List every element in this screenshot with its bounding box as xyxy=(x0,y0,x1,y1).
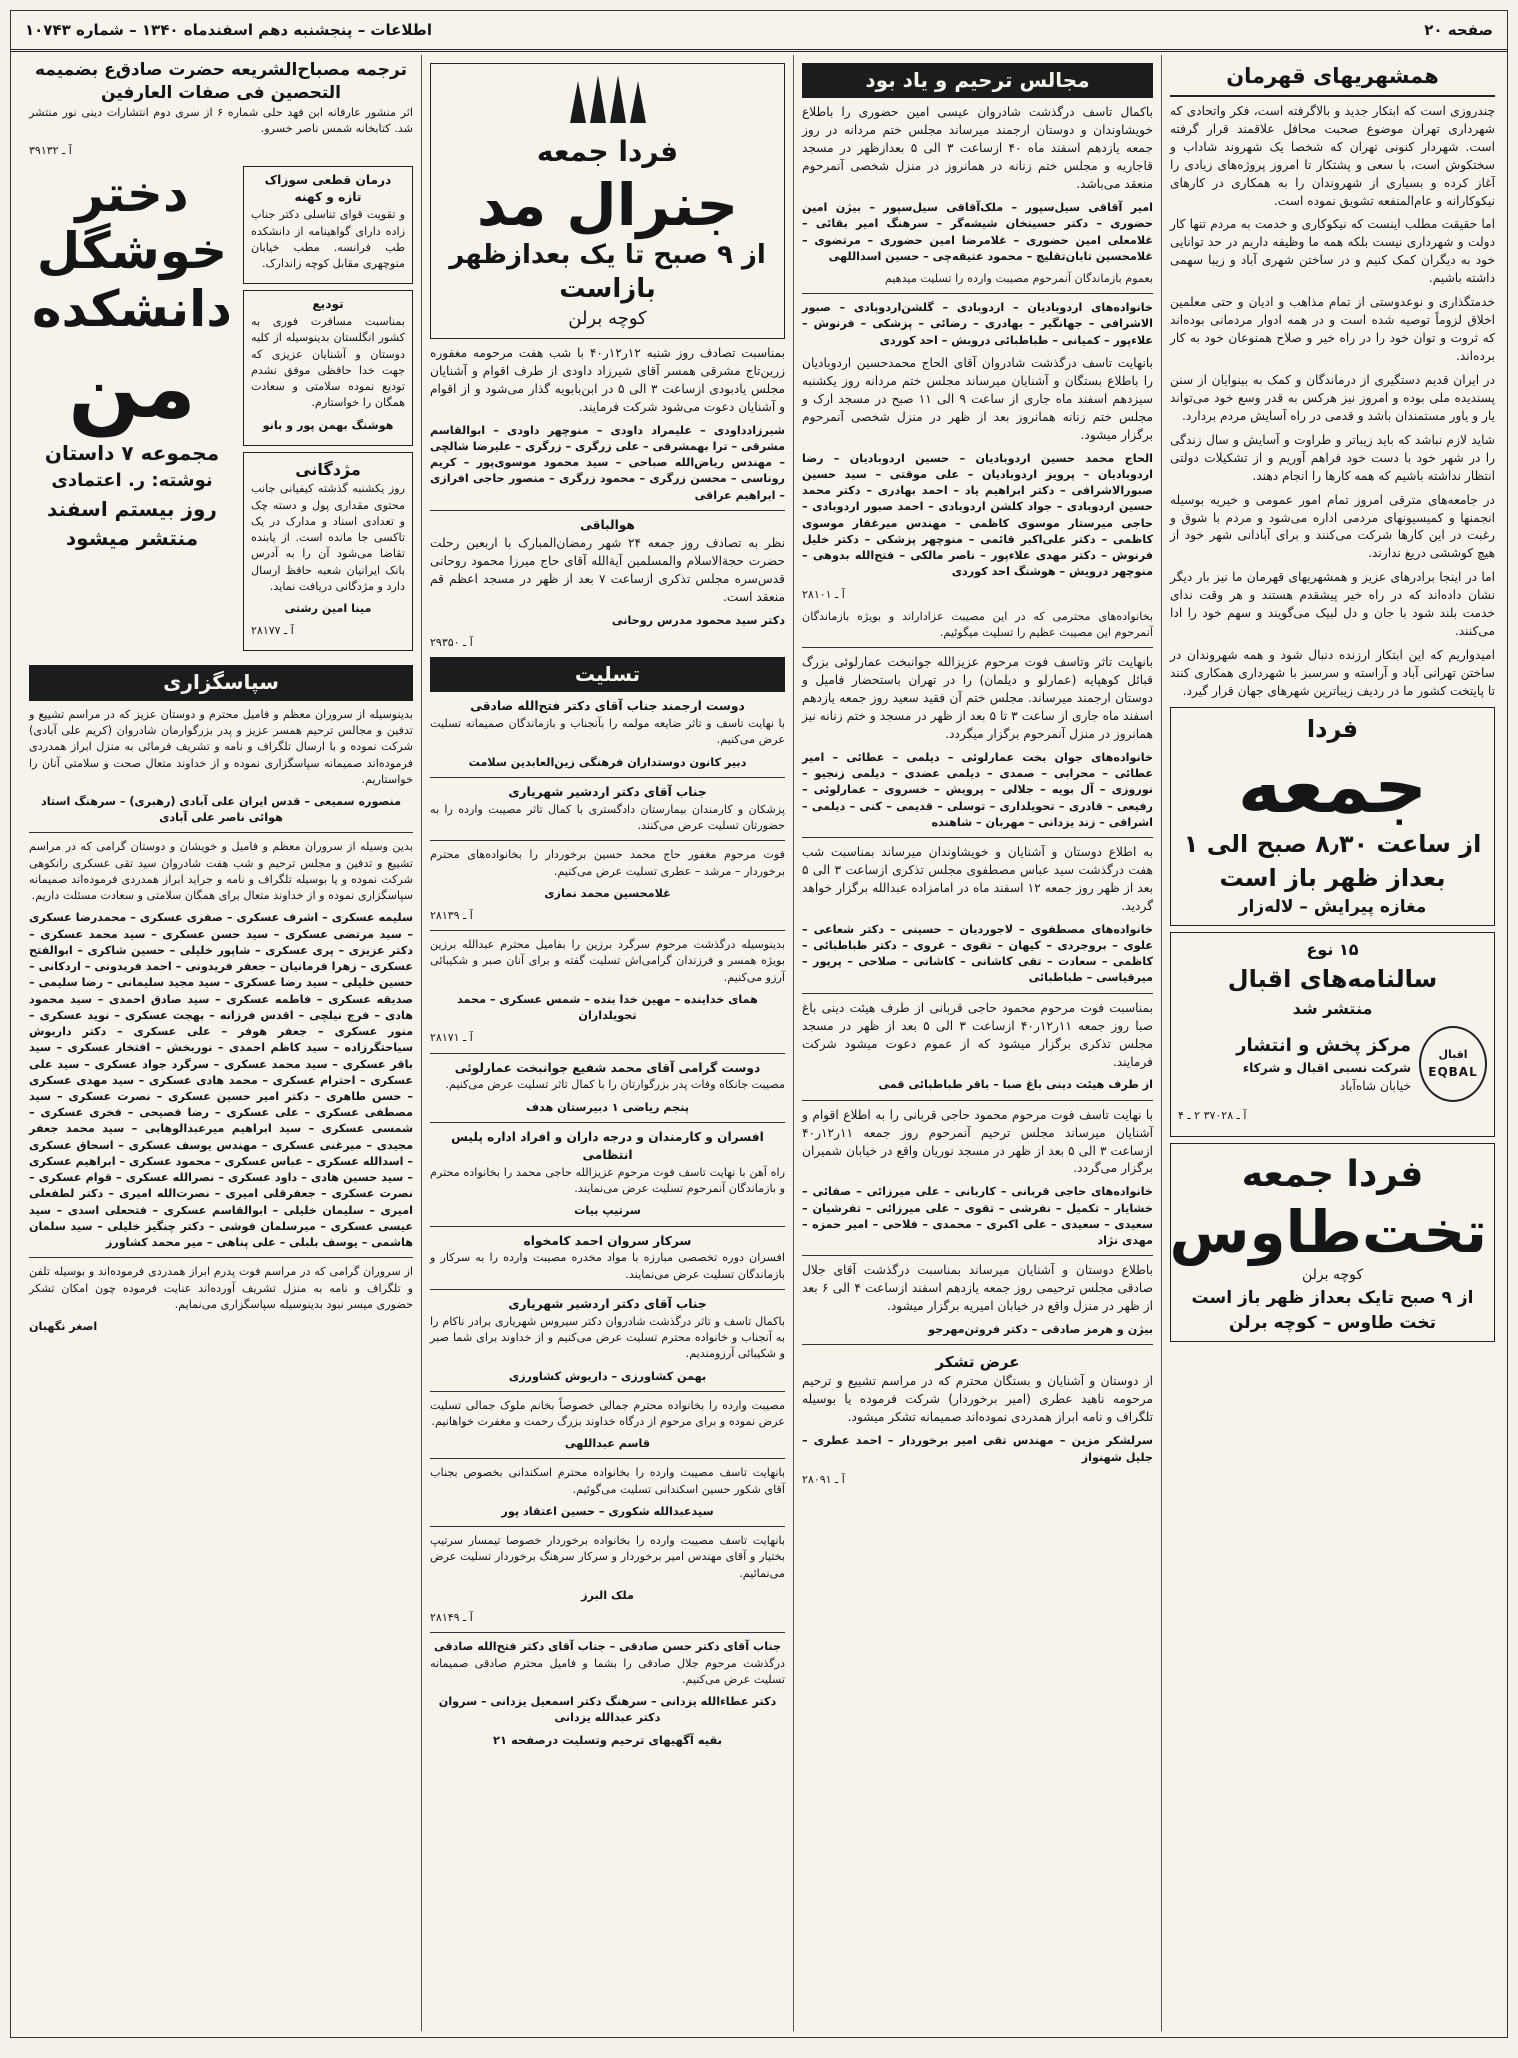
notice-text: باطلاع دوستان و آشنایان میرساند بمناسبت درگذشت آقای جلال صادقی مجلس ترحیمی روز جمعه یازدهم اسفند ازساعت ۴ الی ۶ بعد از ظهر در منزل واقع در خیابان امیریه برگزار میشود. xyxy=(802,1263,1153,1314)
editorial-paragraph: شاید لازم نباشد که باید زیباتر و طراوت و آسایش و سال زندگی را در شهر خود با دست خود فراهم آوریم و از تشکیلات دولتی انتظار نداشته باشیم که همه کارها را انجام دهند. xyxy=(1170,432,1495,483)
notice-text: باکمال تاسف درگذشت شادروان عیسی امین حضوری را باطلاع خویشاوندان و دوستان ارجمند میرساند مجلس ختم مردانه در روز جمعه یازدهم اسفند ماه ۴۰ ازساعت ۳ الی ۵ بعدازظهر در مسجد قاجاریه و مجلس ختم زنانه در همانروز در منزل شخصی آنمرحوم منعقد می‌باشد. xyxy=(802,105,1153,192)
condolence-text: راه آهن با نهایت تاسف فوت مرحوم عزیزالله حاجی محمد را بخانواده محترم و بازماندگان آنمرحوم تسلیت عرض می‌نمایند. xyxy=(430,1165,785,1196)
notice-code: آ ـ ۲۸۰۹۱ xyxy=(802,1472,845,1486)
ad-afternoon: بعداز ظهر باز است xyxy=(1219,863,1446,892)
condolence-signature: بهمن کشاورزی – داریوش کشاورزی xyxy=(508,1369,707,1383)
page-number: صفحه ۲۰ xyxy=(1424,21,1493,39)
editorial-paragraph: چندروزی است که ابتکار جدید و بالاگرفته است، فکر واتحادی که شهرداری تهران موضوع صحبت محافل علاقمند قرار گرفته است. شهردار کنونی تهران که شخصا یک شهروند شاداب و سختکوش است، با سعی و پشتکار تا امروز پروژه‌های زیادی را آغاز کرده و بسیاری از شهروندان را به همکاری در کارهای نیکوکارانه و عام‌المنفعه تشویق نموده است. xyxy=(1170,103,1495,208)
condolence-heading: تسلیت xyxy=(430,657,785,692)
notice-text: بخانواده‌های محترمی که در این مصیبت عزاداراند و بویژه بازماندگان آنمرحوم این مصیبت عظیم را تسلیت میگوئیم. xyxy=(802,609,1153,639)
novel-collection: مجموعه ۷ داستان xyxy=(44,440,220,465)
notice-text: بمناسبت فوت مرحوم محمود حاجی قربانی از طرف هیئت دینی باغ صبا روز جمعه ۱۱ر۱۲ر۴۰ ازساعت ۳ الی ۵ بعد از ظهر در مسجد مجلس تذکری برگزار میشود که از عموم دعوت میشود شرکت فرمایند. xyxy=(802,1000,1154,1069)
notice-signature: بیژن و هرمز صادقی – دکتر فروتن‌مهرجو xyxy=(928,1323,1153,1337)
condolence-text: مصیبت جانکاه وفات پدر بزرگوارتان را با کمال تاثر تسلیت عرض می‌کنیم. xyxy=(445,1078,785,1092)
thanks-text: از سروران گرامی که در مراسم فوت پدرم ابراز همدردی فرموده‌اند و بوسیله تلفن و تلگراف و نامه به منزل تشریف آورده‌اند عنایت فرموده چون امکان تشکر حضوری میسر نبود بدینوسیله سپاسگزاری می‌نمایم. xyxy=(29,1265,413,1311)
reward-notice xyxy=(243,452,413,652)
notice-signature: از طرف هیئت دینی باغ صبا – باقر طباطبائی قمی xyxy=(878,1078,1153,1092)
ad-store-name: جنرال مد xyxy=(476,171,739,240)
condolence-text: فوت مرحوم مغفور حاج محمد حسین برخوردار را بخانواده‌های محترم برخوردار – مرشد – عطری تسلیت عرض می‌کنیم. xyxy=(430,848,785,878)
condolence-text: مصیبت وارده را بخانواده محترم جمالی خصوصاً بخانم ملوک جمالی تسلیت عرض نموده و برای مرحوم از درگاه خداوند بزرگ رحمت و مغفرت خواهانیم. xyxy=(430,1398,785,1429)
almanac-count: ۱۵ نوع xyxy=(1306,940,1359,960)
notice-code: آ ـ ۲۸۱۷۷ xyxy=(251,624,294,638)
editorial-paragraph: خدمتگذاری و نوعدوستی از تمام مذاهب و ادیان و حتی معلمین اخلاق لزوماً توصیه شده است و در همه ادوار مردمانی بوده‌اند که ثروت و توان خود را در راه خیر و صلاح همنوعان خود به کار برده‌اند. xyxy=(1170,295,1495,364)
publisher-address: خیابان شاه‌آباد xyxy=(1339,1078,1411,1093)
editorial-paragraph: امیدواریم که این ابتکار ارزنده دنبال شود و همه شهروندان در ساختن تهرانی آباد و آراسته و سرسبز با شهرداری همکاری کنند تا پایتخت کشور ما در ردیف زیباترین شهرهای جهان قرار گیرد. xyxy=(1170,648,1495,698)
notice-signature: سرلشکر مزین – مهندس تقی امیر برخوردار – احمد عطری – جلیل شهنواز xyxy=(802,1434,1153,1464)
eqbal-logo-icon xyxy=(1419,1026,1487,1102)
ad-code: آ ـ ۳۷۰۲۸ ۲ ـ ۴ xyxy=(1178,1109,1247,1123)
column-condolences xyxy=(421,55,793,2031)
almanac-title: سالنامه‌های اقبال xyxy=(1227,964,1438,993)
condolence-signature: دکتر عطاءالله یزدانی – سرهنگ دکتر اسمعیل یزدانی – سروان دکتر عبدالله یزدانی xyxy=(438,1694,777,1725)
condolence-title: دوست گرامی آقای محمد شفیع جوانبخت عمارلوئی xyxy=(454,1060,761,1075)
trees-icon xyxy=(438,73,777,127)
notice-text: بانهایت تاسف درگذشت شادروان آقای الحاج محمدحسین اردوبادیان را باطلاع بستگان و آشنایان میرساند مجلس ختم مردانه روز یکشنبه سیزدهم اسفند ماه جاری از ساعت ۹ الی ۱۱ صبح در مسجد ارک و مجلس ختم زنانه همانروز بعد از ظهر در منزل شخصی آنمرحوم برگزار میشود. xyxy=(802,355,1153,442)
thanks-title: عرض تشکر xyxy=(935,1353,1020,1372)
book-ad-title: ترجمه مصباح‌الشریعه حضرت صادق‌ع بضمیمه التحصین فی صفات العارفین xyxy=(35,60,407,103)
ad-eqbal-almanac xyxy=(1170,932,1495,1136)
ad-hours: از ۹ صبح تایک بعداز ظهر باز است xyxy=(1191,1287,1474,1308)
condolence-signature: ملک البرز xyxy=(581,1588,634,1602)
condolence-text: بانهایت تاسف مصیبت وارده را بخانواده محترم اسکندانی بخصوص بجناب آقای شکور حسین اسکندانی تسلیت می‌گوئیم. xyxy=(430,1466,785,1496)
condolence-signature: غلامحسین محمد نمازی xyxy=(544,886,671,900)
condolence-signature: قاسم عبداللهی xyxy=(564,1437,651,1451)
trees-graphic xyxy=(560,73,656,127)
condolence-text: بدینوسیله درگذشت مرحوم سرگرد برزین را بفامیل محترم عبدالله برزین بویژه همسر و فرزندان گرامی‌اش تسلیت گفته و برای آنان صبر و شکیبائی آرزو می‌کنیم. xyxy=(430,938,785,984)
ad-street: کوچه برلن xyxy=(568,308,647,330)
thanks-names: سلیمه عسکری – اشرف عسکری – صفری عسکری – محمدرضا عسکری – سید مرتضی عسکری – سید حسن عسکری – سید محمد عسکری – دکتر عزیزی – پری عسکری – شاپور خلیلی – حسین شاکری – ابوالفتح عسکری – زهرا فرمانیان – جعفر فریدونی – احمد فریدونی – اردکانی – حسین‌ خلیلی – سید رضا عسکری – سید مجید سلیمانی – رضا سلیمی – صدیقه عسکری – فاطمه عسکری – سید صادق احمدی – سید محمود هادی – فرج نیلچی – اقدس فرزانه – بهجت عسکری – نوید عسکری – منور عسکری – جعفر هوفر – علی عسکری – دکتر داریوش سیاحتگرزاده – سید کاظم احمدی – نوربخش – افتخار عسکری – سید باقر عسکری – سید محمد عسکری – سرگرد جواد عسکری – سید علی عسکری – احترام عسکری – محمد هادی عسکری – سید مهدی عسکری – حسن طاهری – دکتر امیر حسین عسکری – نصرت عسکری – سید مصطفی عسکری – علی عسکری – رضا فصیحی – فخری عسکری – شمسی عسکری – سید ابراهیم میرعبدالوهابی – سید محمد جعفر مجیدی – میرغنی عسکری – مهندس یوسف عسکری – اسحاق عسکری – اسدالله عسکری – عباس عسکری – محمود عسکری – ابراهیم عسکری – سید حسین هادی – داود عسکری – نصرالله عسکری – قوام عسکری – نصرت عسکری – جعفرقلی امیری – نصرت‌الله امیری – دکتر لطفعلی امیری – سلیمان خلیلی – ابوالقاسم عسکری – فتحعلی اسدی – سید عیسی عسکری – میرسلمان فوشی – دکتر چنگیز خلیلی – سید سلمان هاشمی – یوسف بلبلی – علی پناهی – میر محمد کشاورز xyxy=(29,911,413,1250)
column-memorials xyxy=(793,55,1161,2031)
novel-title-me: من xyxy=(68,339,196,437)
condolence-text: افسران دوره تخصصی مبارزه با مواد مخدره مصیبت وارده را به سرکار و بازماندگان تسلیت عرض می‌نمایند. xyxy=(430,1251,785,1281)
ad-address: تخت طاوس – کوچه برلن xyxy=(1229,1312,1436,1333)
notice-code: آ ـ ۲۸۱۴۹ xyxy=(430,1611,473,1625)
notice-names: شیرزادداودی – علیمراد داودی – منوچهر داودی – ابوالقاسم مشرقی – ترا بهمشرقی – علی زرگری – زرگری – علیرضا شالچی – مهندس ریاض‌الله صباحی – سید محمود موسوی‌پور – کریم روناسی – محسن زرگری – محمود زرگری – منصور حاجی افرازی – ابراهیم عراقی xyxy=(430,423,785,502)
farewell-signature: هوشنگ بهمن پور و بانو xyxy=(262,418,394,432)
ad-top: فردا xyxy=(1306,714,1359,743)
notice-names: الحاج محمد حسین اردوبادیان – حسین اردوبادیان – رضا اردوبادیان – پرویز اردوبادیان – علی موقتی – سید حسین صبورالاشرافی – دکتر ابراهیم یاد – احمد بهادری – دکتر محمد حسین اردوبادی – جواد کلشن اردوبادی – احمد صبور اردوبادی – حاجی میرستار موسوی کاظمی – مهندس میرغفار موسوی کاظمی – دکتر علی‌اکبر قائمی – منوچهر پزشکی – دکتر خلیل فرنوش – دکتر مهدی علاءپور – ناصر مالکی – فتح‌الله بدوهی – منوچهر درویش – هوشنگ احد کوردی xyxy=(802,451,1153,579)
clinic-title: درمان قطعی سوزاک تازه و کهنه xyxy=(264,172,392,205)
notice-code: آ ـ ۲۸۱۰۱ xyxy=(802,587,845,601)
novel-author: نوشته: ر. اعتمادی xyxy=(51,470,213,492)
notice-heading: هوالباقی xyxy=(580,517,635,532)
ad-shop: مغازه پیرایش – لاله‌زار xyxy=(1238,897,1427,918)
notice-families: خانواده‌های اردوبادیان – اردوبادی – گلشن‌اردوبادی – صبور الاشرافی – جهانگیر – بهادری – رضائی – پزشکی – فرنوش – علاءپور – کمیانی – طباطبائی دروبش – احد کوردی xyxy=(802,301,1153,347)
condolence-title: جناب آقای دکتر اردشیر شهریاری xyxy=(508,784,707,799)
editorial-paragraph: اما حقیقت مطلب اینست که نیکوکاری و خدمت به مردم تنها کار دولت و شهرداری نیست بلکه همه ما وظیفه داریم در حد توانایی خود به دیگران کمک کنیم و در ساختن شهری آباد و زیبا سهمی داشته باشیم. xyxy=(1170,217,1495,286)
novel-title: دختر خوشگل دانشکده xyxy=(32,164,232,338)
continued-note: بقیه آگهیهای ترحیم وتسلیت درصفحه ۲۱ xyxy=(492,1733,723,1748)
notice-names: خانواده‌های مصطفوی – لاجوردیان – حسینی – دکتر شعاعی – علوی – بروجردی – کیهان – تقوی – غروی – دکتر طباطبائی – کاظمی – سعادت – تقی کاشانی – کاشانی – صلاحی – پرپور – میرقیاسی – طباطبائی xyxy=(802,922,1153,985)
notice-text: نظر به تصادف روز جمعه ۲۴ شهر رمضان‌المبارک با اربعین رحلت حضرت حجةالاسلام والمسلمین آیةالله آقای حاج میرزا محمود روحانی قدس‌سره مجلس تذکری ازساعت ۷ بعد از ظهر در مسجد اعظم قم منعقد است. xyxy=(430,535,785,604)
clinic-text: و تقویت قوای تناسلی دکتر جناب زاده دارای گواهینامه از دانشکده طب فرانسه. مطب خیابان منوچهری مقابل کوچه زاندارک. xyxy=(251,208,405,271)
thanks-signature: اصغر نگهبان xyxy=(29,1320,98,1334)
thanks-text: بدین وسیله از سروران معظم و فامیل و خویشان و دوستان گرامی که در مراسم تشییع و تدفین و مجلس ترحیم و شب هفت شادروان سید تقی عسکری رانکوهی شرکت نموده و یا بوسیله تلگراف و نامه و جراید ابراز همدردی فرموده‌اند صمیمانه سپاسگزاری نموده و از خداوند متعال برای همگان سلامتی و سعادت مسئلت داریم. xyxy=(29,840,413,903)
ad-friday-shop xyxy=(1170,707,1495,926)
editorial-paragraph: اما در اینجا برادرهای عزیز و همشهریهای قهرمان ما نیز بار دیگر نشان داده‌اند که در راه خیر پیشقدم هستند و هر وقت ندای خدمت بلند شود با جان و دل لبیک می‌گویند و سهم خود را ادا می‌کنند. xyxy=(1170,570,1495,639)
notice-code: آ ـ ۲۸۱۷۱ xyxy=(430,1031,473,1045)
publisher-name: شرکت نسبی اقبال و شرکاء xyxy=(1242,1060,1411,1075)
notice-text: بمناسبت تصادف روز شنبه ۱۲ر۱۲ر۴۰ با شب هفت مرحومه مغفوره زرین‌تاج مشرقی همسر آقای شیرزاد داودی از طرف اقوام و آشنایان مجلس یادبودی ازساعت ۳ الی ۵ در ابن‌بابویه گذار می‌شود و از اقوام و آشنایان دعوت می‌شود شرکت فرمایند. xyxy=(430,345,785,414)
condolence-title: جناب آقای دکتر اردشیر شهریاری xyxy=(508,1296,707,1311)
distribution-label: مرکز پخش و انتشار xyxy=(1236,1035,1411,1057)
notice-code: آ ـ ۳۹۱۳۲ xyxy=(29,144,72,158)
memorials-heading: مجالس ترحیم و یاد بود xyxy=(802,63,1153,98)
ad-top: فردا جمعه xyxy=(536,135,679,168)
editorial-title: همشهریهای قهرمان xyxy=(1170,61,1495,97)
condolence-signature: همای خداینده – مهین خدا بنده – شمس عسکری – محمد تحویلداران xyxy=(457,992,758,1023)
masthead-date: اطلاعات – پنجشنبه دهم اسفندماه ۱۳۴۰ – شماره ۱۰۷۴۳ xyxy=(25,21,433,39)
condolence-text: پزشکان و کارمندان بیمارستان دادگستری با کمال تاثر مصیبت وارده را به حضورتان تسلیت عرض می‌کنند. xyxy=(430,802,785,833)
ad-hours: از ساعت ۸٫۳۰ صبح الی ۱ xyxy=(1183,829,1482,858)
reward-title: مژدگانی xyxy=(295,459,361,479)
notice-text: به اطلاع دوستان و آشنایان و خویشاوندان میرساند بمناسبت شب هفت درگذشت سید عباس مصطفوی مجلس تذکری ازساعت ۳ الی ۵ بعد از ظهر روز جمعه ۱۲ اسفند ماه در امامزاده عبدالله برگزار خواهد گردید. xyxy=(802,845,1153,913)
notice-names: امیر آقاقی سیل‌سپور – ملک‌آقاقی سیل‌سپور – بیژن امین حضوری – دکتر حسینخان شیشه‌گر – سرهنگ امیر بقائی – غلامعلی امین حضوری – غلامرضا امین حضوری – مرتضوی – غلامحسین تابان‌تقلیچ – محمود عتیقه‌چی – حسین اسداللهی xyxy=(802,201,1153,263)
logo-text-en: EQBAL xyxy=(1428,1064,1478,1079)
notice-code: آ ـ ۲۹۳۵۰ xyxy=(430,635,473,649)
ad-street: کوچه برلن xyxy=(1301,1267,1364,1284)
novel-publish: منتشر میشود xyxy=(65,526,199,551)
condolence-title: سرکار سروان احمد کامخواه xyxy=(523,1233,692,1248)
condolence-title: دوست ارجمند جناب آقای دکتر فتح‌الله صادقی xyxy=(470,699,745,714)
logo-text-fa: اقبال xyxy=(1438,1048,1468,1062)
almanac-status: منتشر شد xyxy=(1292,998,1373,1018)
notice-text: از دوستان و آشنایان و بستگان محترم که در مراسم تشییع و ترحیم مرحومه ناهید عطری (امیر برخوردار) شرکت فرموده یا بوسیله تلگراف و نامه ابراز همدردی نموده‌اند صمیمانه تشکر میشود. xyxy=(802,1374,1153,1425)
thanks-heading: سپاسگزاری xyxy=(29,665,413,700)
notice-text: با نهایت تاسف فوت مرحوم محمود حاجی قربانی را به اطلاع اقوام و آشنایان میرساند مجلس ترحیم آنمرحوم روز جمعه ۱۱ر۱۲ر۴۰ ازساعت ۳ الی ۵ بعد از ظهر در مسجد نوریان واقع در خیابان شمیران برگزار می‌گردد. xyxy=(802,1107,1153,1176)
ad-day: جمعه xyxy=(1237,743,1428,830)
condolence-signature: سرتیپ بیات xyxy=(574,1204,641,1218)
farewell-notice xyxy=(243,290,413,446)
condolence-signature: سیدعبدالله شکوری – حسین اعتقاد پور xyxy=(501,1504,714,1518)
ad-takht-tavoos xyxy=(1170,1143,1495,1342)
condolence-signature: دبیر کانون دوستداران فرهنگی زین‌العابدین سلامت xyxy=(468,755,747,769)
condolence-text: باکمال تاسف و تاثر درگذشت شادروان دکتر سیروس شهریاری برادر ناکام را به آنجناب و خانواده محترم تسلیت عرض می‌کنیم و از خداوند برای شما صبر و شکیبائی آرزومندیم. xyxy=(430,1314,785,1361)
notice-signature: دکتر سید محمود مدرس روحانی xyxy=(611,613,785,627)
condolence-title: افسران و کارمندان و درجه داران و افراد اداره پلیس انتظامی xyxy=(451,1129,764,1162)
farewell-text: بمناسبت مسافرت فوری به کشور انگلستان بدینوسیله از کلیه دوستان و آشنایان عزیزی که جهت خدا حافظی موفق نشدم تودیع نموده سلامتی و سعادت همگان را خواستارم. xyxy=(251,315,405,410)
ad-general-mod xyxy=(430,63,785,339)
ad-hours: از ۹ صبح تا یک بعدازظهر بازاست xyxy=(449,239,766,304)
ad-top: فردا جمعه xyxy=(1241,1153,1424,1195)
ad-store-name: تخت‌طاوس xyxy=(1169,1198,1487,1267)
notice-names: خانواده‌های جوان بخت عمارلوئی – دیلمی – عطائی – امیر عطائی – محرابی – صمدی – دیلمی عضدی – دیلمی زنجیو – نوروزی – آل بویه – جلالی – پرویش – خسروی – عمارلوئی – رفیعی – قادری – تحویلداری – توسلی – قدیمی – کنی – دیلمی – اشرافی – زند یزدانی – مهربان – شاهنده xyxy=(802,750,1153,829)
newspaper-page xyxy=(10,10,1508,2038)
reward-text: روز یکشنبه گذشته کیفیانی جانب محتوی مقداری پول و دسته چک و تعدادی اسناد و مدارک در یک تاکسی جا مانده است. از یابنده تقاضا می‌شود آن را به آدرس بانک ایرانیان شعبه حافظ ارسال دارد و مژدگانی دریافت نماید. xyxy=(251,482,405,593)
notice-names: خانواده‌های حاجی قربانی – کاربانی – علی میرزائی – صفائی – خشایار – تکمیل – نفرشی – تقوی – علی میرزائی – تفرشیان – سعیدی – سعیدی – علی اکبری – محمدی – فلاحی – امیر حمزه – مهدی نژاد xyxy=(802,1185,1153,1248)
condolence-signature: پنجم ریاضی ۱ دبیرستان هدف xyxy=(525,1100,689,1114)
notice-text: بانهایت تاثر وتاسف فوت مرحوم عزیزالله جوانبخت عمارلوئی بزرگ قبائل کوهپایه (عمارلو و دیلمان) را در تهران باستحضار فامیل و دوستان ارجمند میرساند. مجلس ختم آن فقید سعید روز جمعه یازدهم اسفند ماه جاری از ساعت ۳ تا ۵ بعد از ظهر در مسجد و ختم زنانه نیز همانروز در منزل آنمرحوم برگزار میگردد. xyxy=(802,655,1154,741)
masthead xyxy=(11,11,1507,52)
columns xyxy=(15,55,1503,2031)
editorial-paragraph: در ایران قدیم دستگیری از درماندگان و کمک به بینوایان از سنن پسندیده ملی بوده و امروز نیز هرکس به قدر وسع خود می‌تواند یار و یاور مستمندان باشد و قدمی در راه آسایش مردم بردارد. xyxy=(1170,372,1495,423)
farewell-title: تودیع xyxy=(312,297,344,312)
reward-signature: مینا امین رشتی xyxy=(284,602,372,616)
notice-closing: بعموم بازماندگان آنمرحوم مصیبت وارده را تسلیت میدهیم xyxy=(884,272,1153,286)
column-editorial xyxy=(1161,55,1503,2031)
novel-date: روز بیستم اسفند xyxy=(47,496,217,521)
condolence-title: جناب آقای دکتر حسن صادقی – جناب آقای دکتر فتح‌الله صادقی xyxy=(433,1640,782,1654)
clinic-ad xyxy=(243,166,413,285)
novel-ad xyxy=(29,166,413,658)
column-ads-thanks xyxy=(21,55,421,2031)
book-ad-text: اثر منشور عارفانه ابن فهد حلی شماره ۶ از سری دوم انتشارات دینی نور منتشر شد. کتابخانه شمس ناصر خسرو. xyxy=(29,105,413,136)
thanks-signature: منصوره سمیعی – قدس ایران علی آبادی (رهبری) – سرهنگ استاد هوائی ناصر علی آبادی xyxy=(40,795,402,825)
thanks-text: بدینوسیله از سروران معظم و فامیل محترم و دوستان عزیز که در مراسم تشییع و تدفین و مجالس ترحیم همسر عزیز و پدر بزرگوارمان شادروان (کریم علی آبادی) شرکت نموده و با ارسال تلگراف و نامه و تشریف فرمائی به منزل ابراز همدردی فرموده‌اند صمیمانه سپاسگزاری نموده و از خداوند متعال صحت و سلامتی آنان را خواستاریم. xyxy=(29,707,413,786)
editorial-paragraph: در جامعه‌های مترقی امروز تمام امور عمومی و خیریه بوسیله انجمنها و کمیسیونهای مردمی اداره می‌شود و مردم با شوق و رغبت در این کارها شرکت می‌کنند و برای آبادانی شهر خود از هیچ کوششی دریغ ندارند. xyxy=(1170,492,1495,561)
condolence-text: بانهایت تاسف مصیبت وارده را بخانواده برخوردار خصوصا تیمسار سرتیپ بختیار و آقای مهندس امیر برخوردار و سرکار سرهنگ برخوردار تسلیت عرض می‌نمائیم. xyxy=(430,1534,785,1580)
condolence-text: با نهایت تاسف و تاثر ضایعه مولمه را بآنجناب و بازماندگان صمیمانه تسلیت عرض می‌کنیم. xyxy=(430,717,785,747)
notice-code: آ ـ ۲۸۱۳۹ xyxy=(430,909,473,923)
condolence-text: درگذشت مرحوم جلال صادقی را بشما و فامیل محترم صادقی صمیمانه تسلیت عرض می‌کنیم. xyxy=(430,1656,785,1686)
